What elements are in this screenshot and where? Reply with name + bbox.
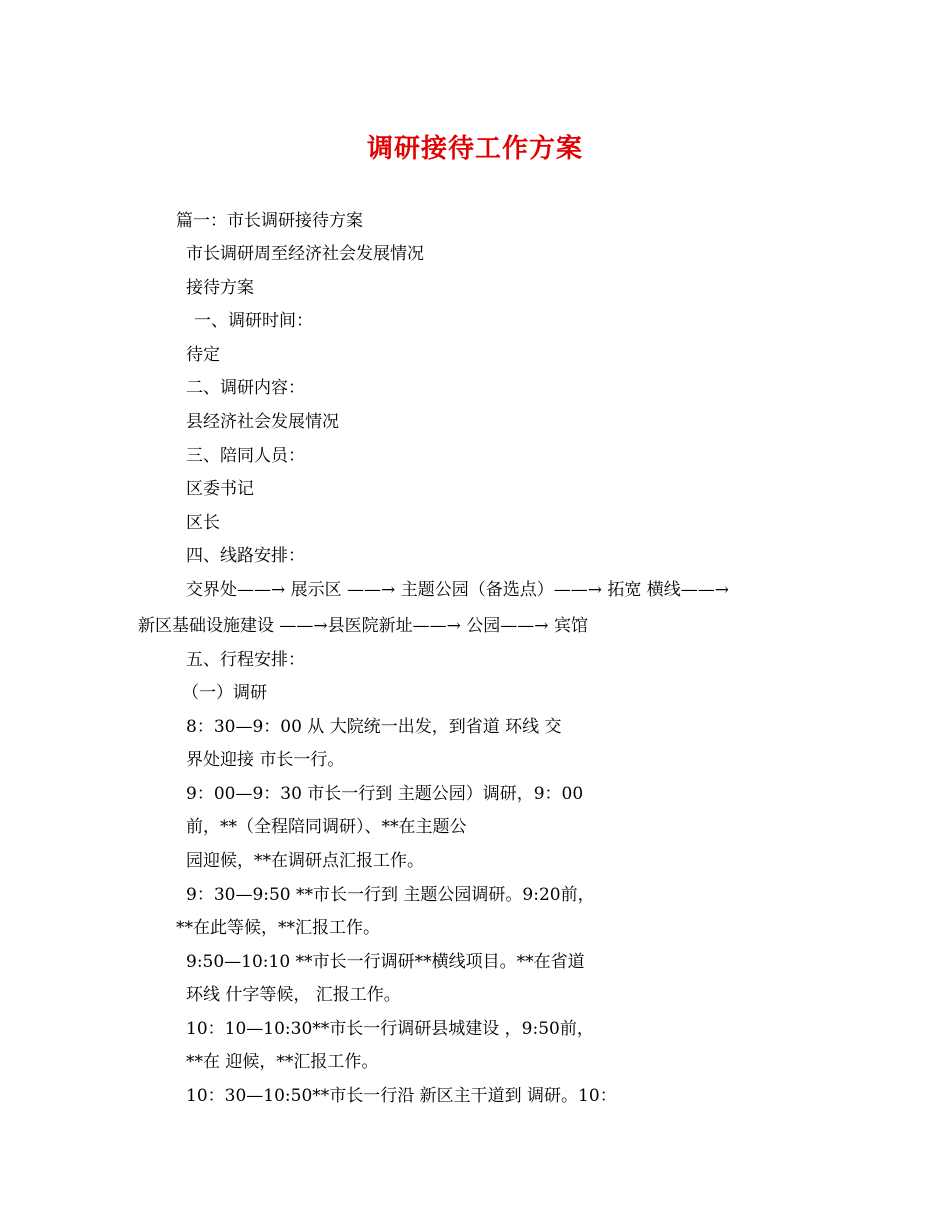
text-line: 区委书记: [186, 479, 254, 499]
text-line: 交界处——→ 展示区 ——→ 主题公园（备选点）——→ 拓宽 横线——→: [186, 580, 729, 600]
text-line: 前，**（全程陪同调研）、**在主题公: [186, 817, 467, 837]
text-line: （一）调研: [182, 683, 267, 703]
text-line: 10：30—10:50**市长一行沿 新区主干道到 调研。10：: [186, 1086, 617, 1106]
text-line: **在 迎候，**汇报工作。: [186, 1052, 379, 1072]
text-line: 接待方案: [186, 278, 254, 298]
text-line: **在此等候，**汇报工作。: [176, 918, 380, 938]
text-line: 界处迎接 市长一行。: [186, 750, 345, 770]
text-line: 县经济社会发展情况: [186, 412, 339, 432]
text-line: 五、行程安排：: [186, 650, 305, 670]
text-line: 8：30—9：00 从 大院统一出发，到省道 环线 交: [186, 717, 562, 737]
text-line: 四、线路安排：: [186, 546, 305, 566]
text-line: 10：10—10:30**市长一行调研县城建设 ，9:50前，: [186, 1019, 594, 1039]
text-line: 区长: [186, 513, 220, 533]
text-line: 三、陪同人员：: [186, 446, 305, 466]
document-title: 调研接待工作方案: [366, 134, 583, 164]
text-line: 环线 什字等候， 汇报工作。: [186, 985, 401, 1005]
text-line: 待定: [186, 345, 220, 365]
text-line: 园迎候，**在调研点汇报工作。: [186, 851, 424, 871]
text-line: 二、调研内容：: [186, 378, 305, 398]
text-line: 9：00—9：30 市长一行到 主题公园）调研，9：00: [186, 784, 584, 804]
text-line: 一、调研时间：: [194, 311, 313, 331]
text-line: 篇一：市长调研接待方案: [176, 211, 363, 231]
text-line: 市长调研周至经济社会发展情况: [186, 244, 424, 264]
text-line: 9:50—10:10 **市长一行调研**横线项目。**在省道: [186, 952, 585, 972]
text-line: 新区基础设施建设 ——→县医院新址——→ 公园——→ 宾馆: [138, 616, 588, 636]
text-line: 9：30—9:50 **市长一行到 主题公园调研。9:20前，: [186, 885, 595, 905]
